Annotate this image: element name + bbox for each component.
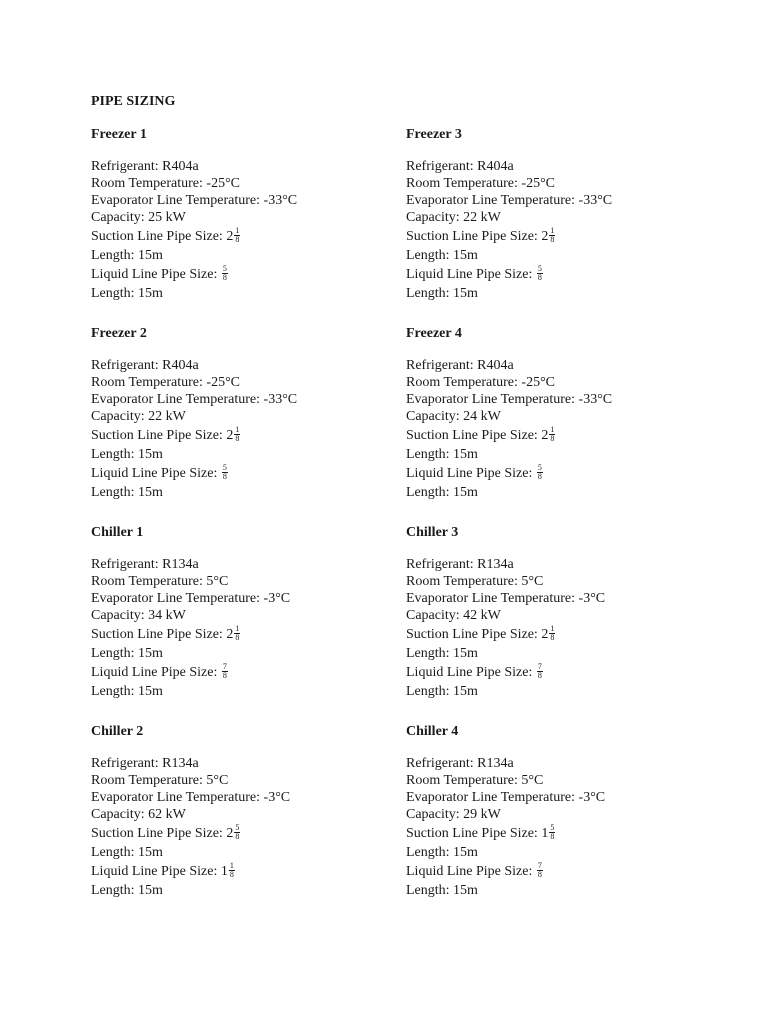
evaporator-temperature-value: -3°C: [263, 591, 291, 606]
suction-pipe-line: [91, 624, 391, 645]
suction-pipe-numerator: 1: [550, 226, 555, 236]
page-title: PIPE SIZING: [91, 94, 176, 109]
suction-length-label: Length:: [406, 248, 450, 263]
capacity-value: 42 kW: [463, 608, 501, 623]
refrigerant-label: Refrigerant:: [91, 756, 159, 771]
liquid-length-line: [91, 882, 391, 899]
liquid-length-label: Length:: [406, 485, 450, 500]
capacity-label: Capacity:: [406, 210, 460, 225]
liquid-pipe-numerator: 7: [537, 662, 542, 672]
suction-pipe-fraction: [234, 426, 240, 443]
room-temperature-line: [406, 573, 706, 590]
refrigerant-value: R134a: [162, 756, 199, 771]
capacity-value: 62 kW: [148, 807, 186, 822]
room-temperature-label: Room Temperature:: [406, 773, 518, 788]
suction-pipe-line: [406, 226, 706, 247]
capacity-line: [406, 607, 706, 624]
unit-title: Chiller 1: [91, 525, 144, 540]
liquid-length-label: Length:: [406, 286, 450, 301]
refrigerant-value: R134a: [477, 557, 514, 572]
suction-pipe-denominator: 8: [550, 235, 555, 245]
capacity-value: 34 kW: [148, 608, 186, 623]
liquid-pipe-numerator: 7: [537, 861, 542, 871]
refrigerant-line: [406, 158, 706, 175]
refrigerant-label: Refrigerant:: [406, 159, 474, 174]
suction-pipe-label: Suction Line Pipe Size:: [91, 627, 223, 642]
liquid-pipe-denominator: 8: [537, 671, 542, 681]
liquid-pipe-line: [406, 861, 706, 882]
suction-pipe-label: Suction Line Pipe Size:: [91, 428, 223, 443]
evaporator-temperature-label: Evaporator Line Temperature:: [91, 392, 261, 407]
room-temperature-value: -25°C: [206, 176, 241, 191]
suction-pipe-whole: 2: [541, 428, 549, 443]
evaporator-temperature-line: [91, 590, 391, 607]
capacity-label: Capacity:: [91, 608, 145, 623]
liquid-length-line: [91, 484, 391, 501]
liquid-pipe-numerator: 5: [537, 463, 542, 473]
liquid-length-value: 15m: [453, 485, 478, 500]
room-temperature-line: [91, 374, 391, 391]
refrigerant-value: R404a: [477, 159, 514, 174]
suction-length-label: Length:: [91, 447, 135, 462]
room-temperature-line: [91, 573, 391, 590]
liquid-length-label: Length:: [91, 684, 135, 699]
suction-length-line: [91, 645, 391, 662]
suction-length-line: [406, 645, 706, 662]
evaporator-temperature-label: Evaporator Line Temperature:: [91, 193, 261, 208]
suction-pipe-whole: 2: [226, 826, 234, 841]
room-temperature-line: [91, 772, 391, 789]
liquid-length-line: [406, 683, 706, 700]
evaporator-temperature-line: [406, 789, 706, 806]
suction-pipe-fraction: [549, 227, 555, 244]
suction-length-label: Length:: [406, 447, 450, 462]
unit-section: [406, 325, 706, 524]
liquid-pipe-line: [91, 463, 391, 484]
right-column: [406, 126, 706, 922]
liquid-pipe-label: Liquid Line Pipe Size:: [406, 665, 533, 680]
refrigerant-value: R134a: [477, 756, 514, 771]
unit-section: [406, 723, 706, 922]
room-temperature-label: Room Temperature:: [406, 176, 518, 191]
unit-section: [406, 524, 706, 723]
liquid-length-value: 15m: [453, 684, 478, 699]
liquid-pipe-numerator: 7: [222, 662, 227, 672]
suction-length-label: Length:: [406, 646, 450, 661]
evaporator-temperature-value: -3°C: [263, 790, 291, 805]
suction-length-line: [91, 247, 391, 264]
liquid-pipe-line: [406, 264, 706, 285]
liquid-pipe-line: [91, 662, 391, 683]
capacity-label: Capacity:: [91, 807, 145, 822]
suction-pipe-whole: 2: [541, 627, 549, 642]
suction-pipe-numerator: 1: [550, 624, 555, 634]
evaporator-temperature-line: [406, 192, 706, 209]
liquid-pipe-label: Liquid Line Pipe Size:: [91, 466, 218, 481]
capacity-line: [406, 209, 706, 226]
liquid-pipe-line: [406, 463, 706, 484]
liquid-length-value: 15m: [138, 286, 163, 301]
refrigerant-label: Refrigerant:: [406, 358, 474, 373]
suction-length-line: [91, 844, 391, 861]
suction-pipe-denominator: 8: [235, 434, 240, 444]
suction-pipe-denominator: 8: [550, 633, 555, 643]
suction-length-value: 15m: [453, 447, 478, 462]
liquid-pipe-line: [91, 264, 391, 285]
evaporator-temperature-label: Evaporator Line Temperature:: [406, 392, 576, 407]
liquid-pipe-label: Liquid Line Pipe Size:: [406, 864, 533, 879]
liquid-pipe-line: [91, 861, 391, 882]
unit-section: [91, 524, 391, 723]
room-temperature-label: Room Temperature:: [91, 773, 203, 788]
suction-pipe-denominator: 8: [235, 832, 240, 842]
liquid-pipe-fraction: [222, 265, 228, 282]
liquid-pipe-numerator: 5: [222, 264, 227, 274]
room-temperature-value: 5°C: [521, 773, 544, 788]
refrigerant-line: [406, 755, 706, 772]
refrigerant-line: [91, 556, 391, 573]
suction-pipe-numerator: 1: [550, 425, 555, 435]
liquid-length-value: 15m: [453, 883, 478, 898]
evaporator-temperature-value: -33°C: [578, 193, 613, 208]
liquid-length-value: 15m: [138, 684, 163, 699]
evaporator-temperature-label: Evaporator Line Temperature:: [406, 193, 576, 208]
liquid-pipe-numerator: 5: [222, 463, 227, 473]
liquid-pipe-fraction: [222, 663, 228, 680]
liquid-pipe-fraction: [537, 663, 543, 680]
capacity-label: Capacity:: [406, 608, 460, 623]
suction-pipe-numerator: 5: [235, 823, 240, 833]
liquid-pipe-label: Liquid Line Pipe Size:: [91, 665, 218, 680]
suction-length-label: Length:: [406, 845, 450, 860]
evaporator-temperature-line: [406, 590, 706, 607]
capacity-label: Capacity:: [406, 409, 460, 424]
room-temperature-value: -25°C: [206, 375, 241, 390]
liquid-pipe-fraction: [229, 862, 235, 879]
evaporator-temperature-label: Evaporator Line Temperature:: [406, 790, 576, 805]
capacity-line: [406, 806, 706, 823]
evaporator-temperature-line: [91, 391, 391, 408]
liquid-pipe-label: Liquid Line Pipe Size:: [406, 267, 533, 282]
room-temperature-line: [406, 772, 706, 789]
room-temperature-label: Room Temperature:: [406, 574, 518, 589]
suction-length-value: 15m: [453, 646, 478, 661]
capacity-label: Capacity:: [91, 210, 145, 225]
unit-title: Freezer 1: [91, 127, 147, 142]
liquid-pipe-denominator: 8: [222, 472, 227, 482]
unit-section: [91, 325, 391, 524]
left-column: [91, 126, 391, 922]
liquid-length-label: Length:: [91, 485, 135, 500]
room-temperature-label: Room Temperature:: [91, 375, 203, 390]
refrigerant-label: Refrigerant:: [91, 159, 159, 174]
refrigerant-line: [406, 556, 706, 573]
liquid-length-label: Length:: [406, 883, 450, 898]
evaporator-temperature-line: [406, 391, 706, 408]
capacity-label: Capacity:: [91, 409, 145, 424]
suction-pipe-label: Suction Line Pipe Size:: [91, 826, 223, 841]
refrigerant-line: [406, 357, 706, 374]
capacity-value: 24 kW: [463, 409, 501, 424]
suction-pipe-whole: 1: [541, 826, 549, 841]
room-temperature-label: Room Temperature:: [406, 375, 518, 390]
evaporator-temperature-label: Evaporator Line Temperature:: [91, 591, 261, 606]
suction-length-value: 15m: [138, 447, 163, 462]
suction-pipe-fraction: [234, 625, 240, 642]
suction-pipe-fraction: [549, 824, 555, 841]
suction-pipe-label: Suction Line Pipe Size:: [406, 826, 538, 841]
capacity-value: 25 kW: [148, 210, 186, 225]
suction-length-value: 15m: [138, 248, 163, 263]
suction-length-label: Length:: [91, 845, 135, 860]
suction-pipe-line: [91, 425, 391, 446]
evaporator-temperature-value: -33°C: [578, 392, 613, 407]
suction-pipe-whole: 2: [226, 428, 234, 443]
suction-pipe-whole: 2: [541, 229, 549, 244]
liquid-pipe-fraction: [537, 464, 543, 481]
suction-length-line: [406, 446, 706, 463]
room-temperature-label: Room Temperature:: [91, 574, 203, 589]
refrigerant-line: [91, 755, 391, 772]
capacity-line: [91, 408, 391, 425]
liquid-pipe-label: Liquid Line Pipe Size:: [406, 466, 533, 481]
room-temperature-label: Room Temperature:: [91, 176, 203, 191]
suction-pipe-label: Suction Line Pipe Size:: [406, 428, 538, 443]
suction-pipe-denominator: 8: [235, 633, 240, 643]
suction-pipe-label: Suction Line Pipe Size:: [406, 627, 538, 642]
unit-title: Chiller 2: [91, 724, 144, 739]
room-temperature-value: -25°C: [521, 375, 556, 390]
liquid-pipe-denominator: 8: [222, 273, 227, 283]
unit-title: Freezer 4: [406, 326, 462, 341]
suction-pipe-fraction: [549, 426, 555, 443]
refrigerant-value: R404a: [162, 358, 199, 373]
suction-pipe-denominator: 8: [550, 832, 555, 842]
capacity-label: Capacity:: [406, 807, 460, 822]
refrigerant-line: [91, 357, 391, 374]
liquid-length-value: 15m: [453, 286, 478, 301]
liquid-pipe-denominator: 8: [537, 472, 542, 482]
capacity-value: 22 kW: [148, 409, 186, 424]
unit-section: [91, 126, 391, 325]
liquid-length-line: [91, 683, 391, 700]
suction-length-value: 15m: [453, 248, 478, 263]
suction-pipe-numerator: 1: [235, 226, 240, 236]
capacity-value: 22 kW: [463, 210, 501, 225]
liquid-length-line: [91, 285, 391, 302]
liquid-pipe-label: Liquid Line Pipe Size:: [91, 864, 218, 879]
suction-length-label: Length:: [91, 646, 135, 661]
unit-section: [91, 723, 391, 922]
capacity-line: [91, 806, 391, 823]
suction-pipe-fraction: [549, 625, 555, 642]
suction-pipe-denominator: 8: [550, 434, 555, 444]
evaporator-temperature-line: [91, 192, 391, 209]
liquid-pipe-denominator: 8: [229, 870, 234, 880]
suction-length-label: Length:: [91, 248, 135, 263]
suction-pipe-denominator: 8: [235, 235, 240, 245]
unit-title: Freezer 2: [91, 326, 147, 341]
suction-pipe-numerator: 1: [235, 425, 240, 435]
liquid-pipe-line: [406, 662, 706, 683]
capacity-line: [91, 607, 391, 624]
room-temperature-value: -25°C: [521, 176, 556, 191]
liquid-pipe-denominator: 8: [222, 671, 227, 681]
evaporator-temperature-line: [91, 789, 391, 806]
refrigerant-value: R134a: [162, 557, 199, 572]
refrigerant-line: [91, 158, 391, 175]
liquid-pipe-denominator: 8: [537, 870, 542, 880]
suction-pipe-whole: 2: [226, 627, 234, 642]
liquid-length-value: 15m: [138, 883, 163, 898]
evaporator-temperature-value: -33°C: [263, 193, 298, 208]
suction-pipe-numerator: 1: [235, 624, 240, 634]
evaporator-temperature-label: Evaporator Line Temperature:: [406, 591, 576, 606]
suction-length-value: 15m: [138, 845, 163, 860]
capacity-line: [406, 408, 706, 425]
liquid-length-line: [406, 285, 706, 302]
liquid-length-label: Length:: [406, 684, 450, 699]
suction-length-value: 15m: [138, 646, 163, 661]
refrigerant-label: Refrigerant:: [91, 557, 159, 572]
refrigerant-label: Refrigerant:: [91, 358, 159, 373]
capacity-line: [91, 209, 391, 226]
liquid-length-label: Length:: [91, 286, 135, 301]
liquid-length-label: Length:: [91, 883, 135, 898]
room-temperature-value: 5°C: [521, 574, 544, 589]
unit-title: Freezer 3: [406, 127, 462, 142]
suction-length-line: [406, 247, 706, 264]
suction-pipe-line: [406, 624, 706, 645]
suction-pipe-line: [406, 425, 706, 446]
suction-pipe-numerator: 5: [550, 823, 555, 833]
suction-pipe-label: Suction Line Pipe Size:: [91, 229, 223, 244]
unit-title: Chiller 3: [406, 525, 459, 540]
suction-length-line: [91, 446, 391, 463]
liquid-pipe-label: Liquid Line Pipe Size:: [91, 267, 218, 282]
evaporator-temperature-value: -3°C: [578, 591, 606, 606]
evaporator-temperature-value: -33°C: [263, 392, 298, 407]
suction-pipe-fraction: [234, 824, 240, 841]
suction-pipe-line: [406, 823, 706, 844]
liquid-pipe-whole: 1: [220, 864, 228, 879]
liquid-length-line: [406, 882, 706, 899]
liquid-pipe-numerator: 1: [229, 861, 234, 871]
refrigerant-value: R404a: [162, 159, 199, 174]
room-temperature-line: [406, 374, 706, 391]
room-temperature-value: 5°C: [206, 574, 229, 589]
refrigerant-value: R404a: [477, 358, 514, 373]
liquid-pipe-fraction: [537, 862, 543, 879]
unit-title: Chiller 4: [406, 724, 459, 739]
suction-pipe-line: [91, 823, 391, 844]
suction-pipe-fraction: [234, 227, 240, 244]
liquid-length-line: [406, 484, 706, 501]
liquid-pipe-numerator: 5: [537, 264, 542, 274]
suction-pipe-whole: 2: [226, 229, 234, 244]
suction-length-value: 15m: [453, 845, 478, 860]
suction-pipe-label: Suction Line Pipe Size:: [406, 229, 538, 244]
refrigerant-label: Refrigerant:: [406, 756, 474, 771]
evaporator-temperature-value: -3°C: [578, 790, 606, 805]
liquid-pipe-denominator: 8: [537, 273, 542, 283]
suction-length-line: [406, 844, 706, 861]
capacity-value: 29 kW: [463, 807, 501, 822]
liquid-length-value: 15m: [138, 485, 163, 500]
unit-section: [406, 126, 706, 325]
liquid-pipe-fraction: [222, 464, 228, 481]
suction-pipe-line: [91, 226, 391, 247]
liquid-pipe-fraction: [537, 265, 543, 282]
room-temperature-line: [406, 175, 706, 192]
room-temperature-value: 5°C: [206, 773, 229, 788]
refrigerant-label: Refrigerant:: [406, 557, 474, 572]
evaporator-temperature-label: Evaporator Line Temperature:: [91, 790, 261, 805]
room-temperature-line: [91, 175, 391, 192]
